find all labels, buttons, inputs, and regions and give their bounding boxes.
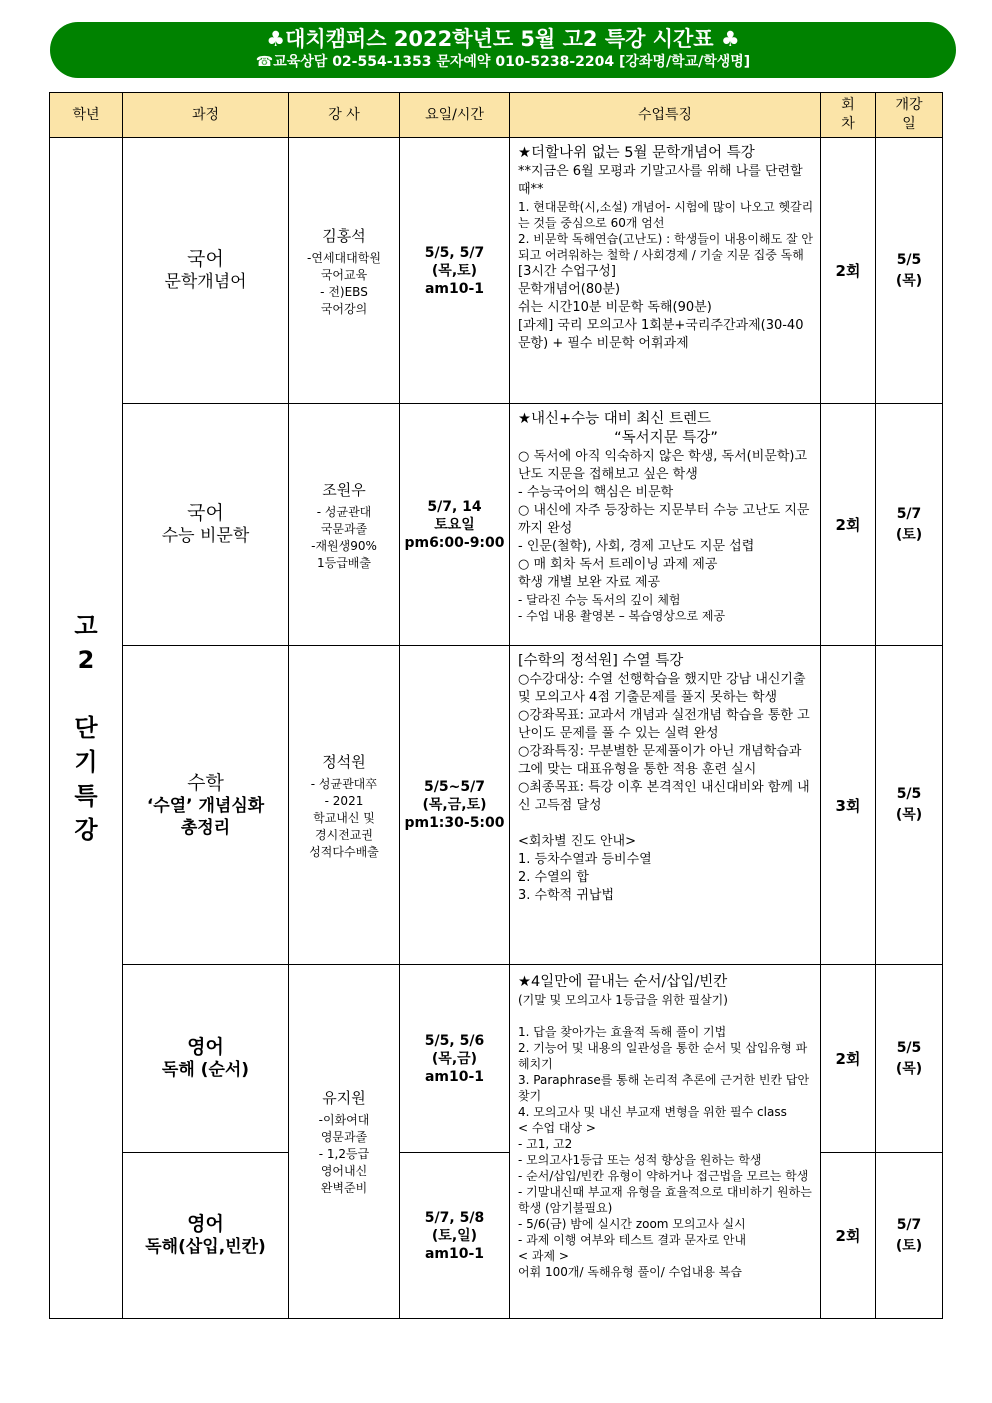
desc-line: 2. 기능어 및 내용의 일관성을 통한 순서 및 삽입유형 파헤치기: [518, 1041, 808, 1071]
time-cell: 5/5~5/7 (목,금,토) pm1:30-5:00: [400, 646, 510, 965]
course-title: 국어: [187, 248, 224, 270]
col-header-course: 과정: [123, 93, 289, 138]
course-subtitle: 독해 (순서): [161, 1060, 250, 1080]
desc-line: ★내신+수능 대비 최신 트렌드: [518, 411, 712, 427]
desc-line: ○ 내신에 자주 등장하는 지문부터 수능 고난도 지문까지 완성: [518, 503, 810, 536]
desc-line: ○ 독서에 아직 익숙하지 않은 학생, 독서(비문학)고난도 지문을 접해보고 싶은 학생: [518, 449, 808, 482]
start-date-cell: 5/5 (목): [876, 965, 943, 1153]
time-cell: 5/7, 14 토요일 pm6:00-9:00: [400, 404, 510, 646]
desc-line: 학생 개별 보완 자료 제공: [518, 575, 661, 590]
desc-line: ★더할나위 없는 5월 문학개념어 특강: [518, 145, 755, 161]
desc-line: <회차별 진도 안내>: [518, 834, 636, 849]
description-cell: [510, 646, 821, 965]
teacher-name: 조원우: [322, 480, 366, 499]
sessions-cell: 2회: [821, 965, 876, 1153]
table-row: [50, 965, 943, 1153]
time-cell: 5/5, 5/6 (목,금) am10-1: [400, 965, 510, 1153]
sessions-cell: 3회: [821, 646, 876, 965]
desc-line: 1. 답을 찾아가는 효율적 독해 풀이 기법: [518, 1025, 727, 1039]
desc-line: - 과제 이행 여부와 테스트 결과 문자로 안내: [518, 1233, 747, 1247]
desc-line: 문학개념어(80분): [518, 282, 621, 297]
description-cell: [510, 965, 821, 1319]
desc-line: < 과제 >: [518, 1249, 569, 1263]
desc-line: 2. 비문학 독해연습(고난도) : 학생들이 내용이해도 잘 안되고 어려워하는 철학 / 사회경제 / 기술 지문 집중 독해: [518, 232, 813, 262]
desc-line: ★4일만에 끝내는 순서/삽입/빈칸: [518, 974, 728, 990]
desc-line: [518, 1008, 814, 1024]
col-header-teacher: 강 사: [289, 93, 400, 138]
desc-line: 3. 수학적 귀납법: [518, 888, 615, 903]
desc-line: - 달라진 수능 독서의 깊이 체험: [518, 593, 681, 607]
desc-line: 1. 등차수열과 등비수열: [518, 852, 652, 867]
desc-line: [3시간 수업구성]: [518, 264, 616, 279]
course-cell: [123, 646, 289, 965]
grade-cell: 고 2 단 기 특 강: [50, 138, 123, 1319]
col-header-start: 개강 일: [876, 93, 943, 138]
course-title: 영어: [187, 1213, 224, 1235]
teacher-info: - 성균관대卒 - 2021 학교내신 및 경시전교권 성적다수배출: [309, 776, 379, 859]
table-row: [50, 404, 943, 646]
teacher-name: 정석원: [322, 752, 366, 771]
desc-line: **지금은 6월 모평과 기말고사를 위해 나를 단련할 때**: [518, 164, 807, 197]
teacher-name: 김홍석: [322, 226, 366, 245]
teacher-info: - 성균관대 국문과졸 -재원생90% 1등급배출: [311, 504, 377, 570]
start-date-cell: 5/7 (토): [876, 1153, 943, 1319]
course-subtitle: ‘수열’ 개념심화 총정리: [146, 795, 265, 838]
desc-line: - 수업 내용 촬영본 – 복습영상으로 제공: [518, 609, 726, 623]
desc-line: ○ 매 회차 독서 트레이닝 과제 제공: [518, 557, 718, 572]
course-title: 국어: [187, 502, 224, 524]
course-title: 수학: [187, 771, 224, 794]
sessions-cell: 2회: [821, 404, 876, 646]
teacher-name: 유지원: [322, 1089, 366, 1107]
time-cell: 5/7, 5/8 (토,일) am10-1: [400, 1153, 510, 1319]
header-row: [50, 93, 943, 138]
desc-line: [과제] 국리 모의고사 1회분+국리주간과제(30-40문항) + 필수 비문학 어휘과제: [518, 318, 804, 351]
desc-line: - 모의고사1등급 또는 성적 향상을 원하는 학생: [518, 1153, 762, 1167]
col-header-sessions: 회 차: [821, 93, 876, 138]
course-subtitle: 독해(삽입,빈칸): [145, 1237, 266, 1257]
table-row: [50, 646, 943, 965]
time-cell: 5/5, 5/7 (목,토) am10-1: [400, 138, 510, 404]
desc-line: 3. Paraphrase를 통해 논리적 추론에 근거한 빈칸 답안 찾기: [518, 1073, 813, 1103]
teacher-cell: [289, 646, 400, 965]
desc-line: - 고1, 고2: [518, 1137, 573, 1151]
table-row: [50, 138, 943, 404]
desc-line: (기말 및 모의고사 1등급을 위한 필살기): [518, 993, 728, 1007]
course-cell: [123, 965, 289, 1153]
teacher-cell: [289, 965, 400, 1319]
sessions-cell: 2회: [821, 1153, 876, 1319]
desc-line: - 수능국어의 핵심은 비문학: [518, 485, 674, 500]
course-subtitle: 수능 비문학: [161, 526, 250, 546]
desc-line: - 기말내신때 부교재 유형을 효율적으로 대비하기 원하는 학생 (암기불필요): [518, 1185, 816, 1215]
page-title: ♣대치캠퍼스 2022학년도 5월 고2 특강 시간표 ♣: [266, 27, 740, 51]
desc-line: ○강좌목표: 교과서 개념과 실전개념 학습을 통한 고난이도 문제를 풀 수 있는 실력 완성: [518, 708, 810, 741]
desc-line: ○수강대상: 수열 선행학습을 했지만 강남 내신기출 및 모의고사 4점 기출문제를 풀지 못하는 학생: [518, 672, 810, 705]
sessions-cell: 2회: [821, 138, 876, 404]
course-cell: [123, 404, 289, 646]
desc-line: 4. 모의고사 및 내신 부교재 변형을 위한 필수 class: [518, 1105, 787, 1119]
teacher-cell: [289, 138, 400, 404]
desc-line: 어휘 100개/ 독해유형 풀이/ 수업내용 복습: [518, 1265, 742, 1279]
desc-line: 쉬는 시간10분 비문학 독해(90분): [518, 300, 712, 315]
col-header-features: 수업특징: [510, 93, 821, 138]
teacher-info: -연세대대학원 국어교육 - 전)EBS 국어강의: [307, 250, 381, 316]
desc-line: - 5/6(금) 밤에 실시간 zoom 모의고사 실시: [518, 1217, 746, 1231]
desc-line: 1. 현대문학(시,소설) 개념어- 시험에 많이 나오고 헷갈리는 것들 중심으로 60개 엄선: [518, 200, 814, 230]
start-date-cell: 5/7 (토): [876, 404, 943, 646]
start-date-cell: 5/5 (목): [876, 138, 943, 404]
course-cell: [123, 1153, 289, 1319]
desc-line: - 인문(철학), 사회, 경제 고난도 지문 섭렵: [518, 539, 755, 554]
desc-line: [수학의 정석원] 수열 특강: [518, 653, 684, 669]
desc-line: ○강좌특징: 무분별한 문제풀이가 아닌 개념학습과 그에 맞는 대표유형을 통한 적용 훈련 실시: [518, 744, 806, 777]
desc-line: [518, 815, 814, 833]
desc-line: 2. 수열의 합: [518, 870, 589, 885]
description-cell: [510, 138, 821, 404]
schedule-table: [49, 92, 943, 1319]
desc-line: < 수업 대상 >: [518, 1121, 596, 1135]
start-date-cell: 5/5 (목): [876, 646, 943, 965]
contact-info: ☎교육상담 02-554-1353 문자예약 010-5238-2204 [강좌명/학교/학생명]: [255, 54, 751, 70]
course-title: 영어: [187, 1036, 224, 1058]
description-cell: [510, 404, 821, 646]
col-header-time: 요일/시간: [400, 93, 510, 138]
teacher-cell: [289, 404, 400, 646]
teacher-info: -이화여대 영문과졸 - 1,2등급 영어내신 완벽준비: [318, 1113, 370, 1195]
col-header-grade: 학년: [50, 93, 123, 138]
course-subtitle: 문학개념어: [164, 272, 247, 292]
desc-line: - 순서/삽입/빈칸 유형이 약하거나 접근법을 모르는 학생: [518, 1169, 809, 1183]
desc-line: “독서지문 특강”: [614, 430, 718, 446]
title-banner: [50, 22, 956, 78]
desc-line: ○최종목표: 특강 이후 본격적인 내신대비와 함께 내신 고득점 달성: [518, 780, 810, 813]
course-cell: [123, 138, 289, 404]
